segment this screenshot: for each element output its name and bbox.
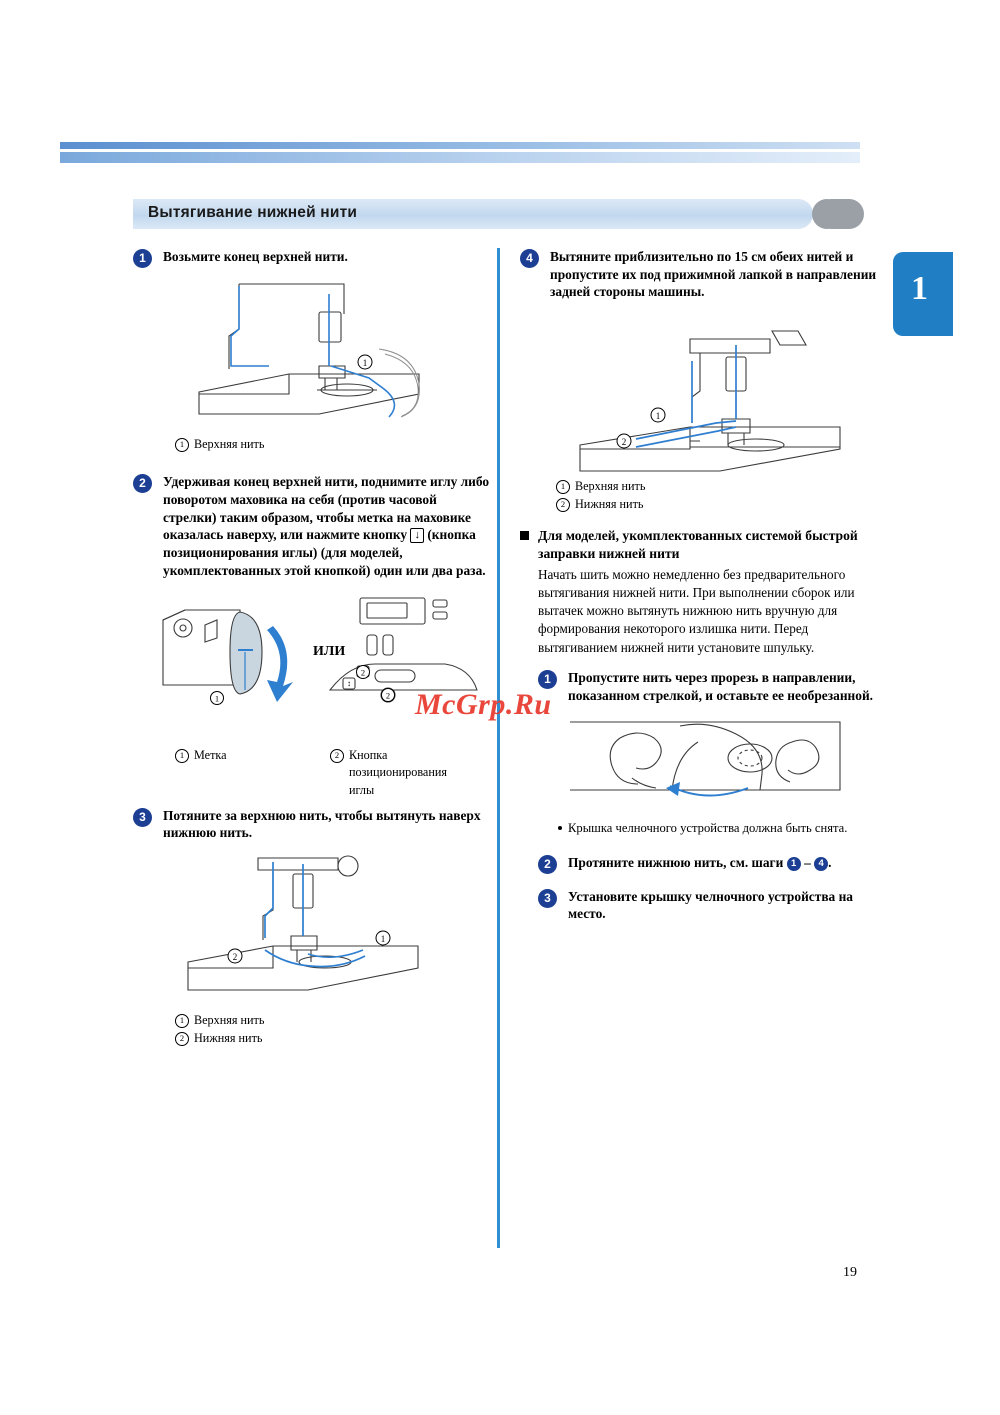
title-end-cap [812,199,864,229]
figure-step-1 [169,274,493,434]
sub-step-1-note [568,820,890,838]
svg-text:1: 1 [655,411,661,422]
caption-number-icon: 2 [556,498,570,512]
step-2-text-after: (кнопка позиционирования иглы) (для моделей, укомплектованных этой кнопкой) один или два раза. [163,527,486,578]
step-4-number: 4 [520,249,539,268]
sub-step-1-number: 1 [538,670,557,689]
subsection-body: Начать шить можно немедленно без предварительного вытягивания нижней нити. При выполнении сборок или вытачек можно вытянуть нижнюю нить вручную для формирования некоторого излишка нити. Перед вытягиванием нижней нити установите шпульку. [538,566,855,655]
figure-step-3 [163,850,493,1010]
step-1-number: 1 [133,249,152,268]
caption-number-icon: 1 [175,749,189,763]
page-number: 19 [843,1265,857,1280]
sub-step-1 [538,669,890,704]
column-divider [497,248,500,1248]
chapter-number: 1 [911,270,928,307]
sub-step-2-number: 2 [538,855,557,874]
step-2-number: 2 [133,474,152,493]
step-ref-1-icon: 1 [787,857,801,871]
section-title: Вытягивание нижней нити [148,204,358,221]
caption-label: Нижняя нить [194,1030,263,1045]
sub-step-2-text [568,854,890,872]
caption-number-icon: 2 [175,1032,189,1046]
svg-text:1: 1 [362,357,368,368]
svg-text:↕: ↕ [347,678,351,688]
svg-text:2: 2 [232,951,238,962]
chapter-tab [893,252,953,336]
caption-number-icon: 2 [330,749,344,763]
step-4-text: Вытяните приблизительно по 15 см обеих нитей и пропустите их под прижимной лапкой в направлении задней стороны машины. [550,249,877,300]
caption-label: Верхняя нить [194,436,265,451]
step-1-text: Возьмите конец верхней нити. [163,249,348,264]
caption-label: Нижняя нить [575,496,644,511]
left-column [133,248,493,1047]
sub-step-3-text: Установите крышку челночного устройства на место. [568,888,854,922]
svg-text:2: 2 [360,667,366,677]
step-2-text-before: Удерживая конец верхней нити, поднимите иглу либо поворотом маховика на себя (против часовой стрелки) таким образом, чтобы метка на маховике оказалась наверху, или нажмите кнопку [163,474,490,543]
watermark: McGrp.Ru [415,688,552,721]
figure-step-1-caption [175,436,493,454]
sub-step-3-number: 3 [538,889,557,908]
square-bullet-icon [520,531,529,540]
sub-step-2-text-before: Протяните нижнюю нить, см. шаги [568,854,784,870]
sub-step-2-text-after: . [828,854,832,870]
step-3-text: Потяните за верхнюю нить, чтобы вытянуть наверх нижнюю нить. [163,807,481,841]
svg-text:2: 2 [385,690,391,700]
header-bar-bottom [60,152,860,163]
figure-step-4-captions [556,478,890,513]
figure-step-4 [540,311,890,476]
needle-position-key-icon: ↓ [410,528,424,543]
sub-step-3 [538,888,890,923]
caption-number-icon: 1 [175,1014,189,1028]
step-2-text [163,473,493,579]
step-1 [133,248,493,266]
figure-step-3-captions [175,1012,493,1047]
figure-sub-step-1 [560,712,890,812]
caption-number-icon: 1 [175,438,189,452]
subsection-heading: Для моделей, укомплектованных системой быстрой заправки нижней нити [538,528,858,562]
svg-text:1: 1 [380,933,386,944]
header-bar-top [60,142,860,149]
svg-text:1: 1 [214,693,220,703]
note-bullet-icon [558,826,562,830]
caption-label: Верхняя нить [575,479,646,494]
step-2 [133,473,493,579]
step-3 [133,807,493,842]
or-label-text: ИЛИ [313,643,346,659]
step-ref-dash: – [804,854,811,870]
step-4 [520,248,890,301]
caption-number-icon: 1 [556,480,570,494]
section-title-bar [133,199,813,229]
note-text: Крышка челночного устройства должна быть снята. [568,821,848,836]
step-ref-4-icon: 4 [814,857,828,871]
sub-step-2 [538,854,890,872]
caption-label: Верхняя нить [194,1012,265,1027]
right-column [520,248,890,927]
figure-step-2-captions [175,747,493,799]
caption-label: Кнопка позиционирования иглы [349,747,447,797]
sub-step-1-text: Пропустите нить через прорезь в направлении, показанном стрелкой, и оставьте ее необрезанной. [568,669,874,703]
subsection-heading-block [520,527,890,656]
svg-text:2: 2 [621,437,627,448]
step-3-number: 3 [133,808,152,827]
caption-label: Метка [194,747,227,762]
